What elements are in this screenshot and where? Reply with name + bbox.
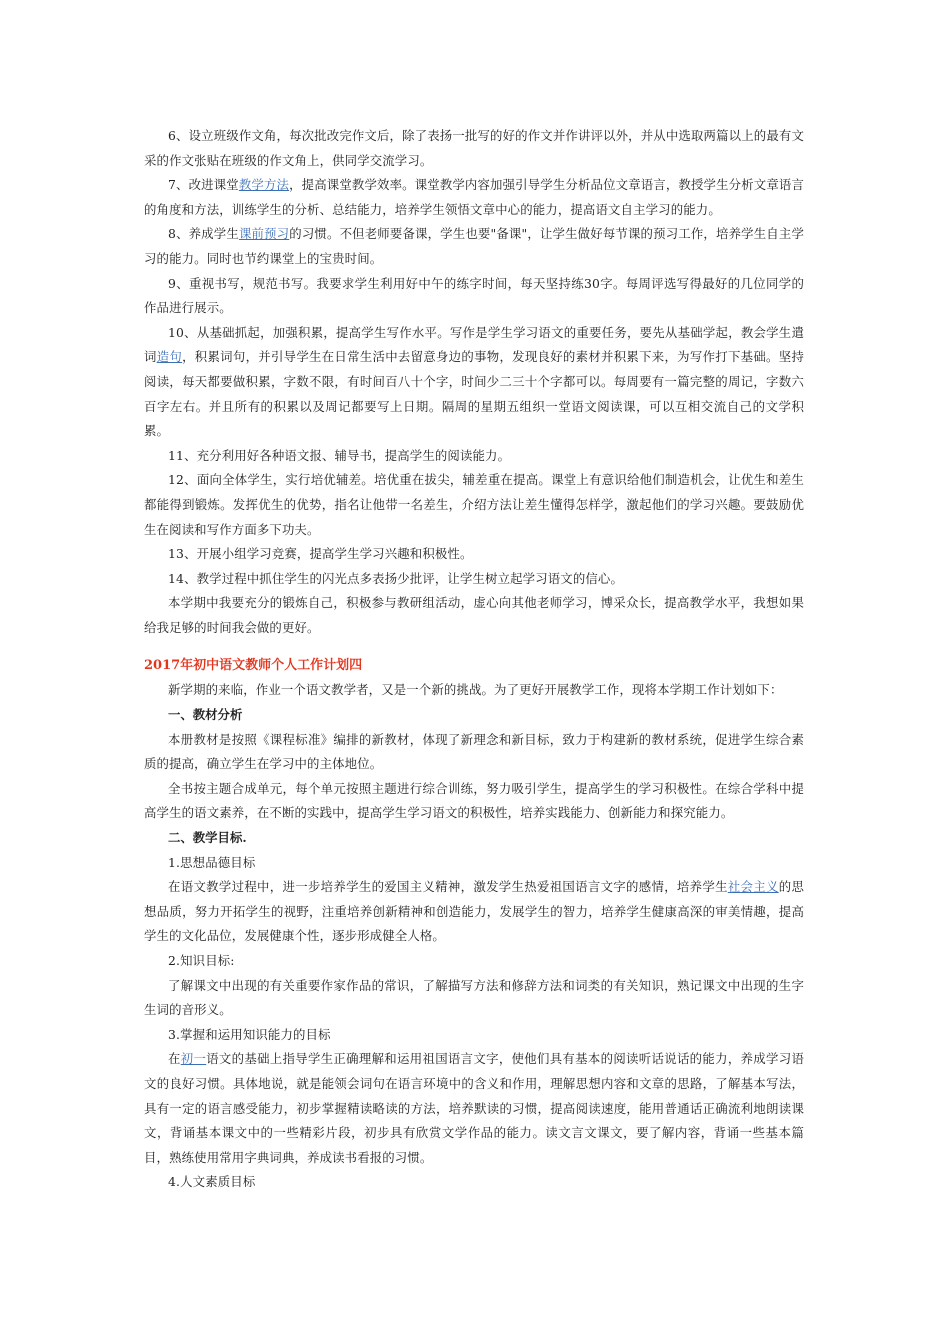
item-11-paragraph: 11、充分利用好各种语文报、辅导书，提高学生的阅读能力。: [168, 447, 511, 463]
item-9-paragraph: 9、重视书写，规范书写。我要求学生利用好中午的练字时间，每天坚持练30字。每周评选写得最好的几位同学的作品进行展示。: [144, 275, 804, 316]
item-7-text-before: 7、改进课堂: [168, 177, 239, 193]
sentence-making-link[interactable]: 造句: [156, 349, 183, 365]
goal-1-paragraph: [144, 875, 804, 949]
section-textbook-analysis-heading: 一、教材分析: [168, 707, 243, 723]
plan-intro-paragraph: 新学期的来临，作业一个语文教学者，又是一个新的挑战。为了更好开展教学工作，现将本学期工作计划如下：: [168, 682, 783, 698]
goal-3-title: 3.掌握和运用知识能力的目标: [168, 1026, 331, 1042]
item-7-paragraph: [144, 173, 804, 222]
item-8-text-after: 的习惯。不但老师要备课，学生也要"备课"，让学生做好每节课的预习工作，培养学生自主学习的能力。同时也节约课堂上的宝贵时间。: [144, 226, 804, 266]
item-13-paragraph: 13、开展小组学习竞赛，提高学生学习兴趣和积极性。: [168, 546, 473, 562]
goal-1-text-after: 的思想品质，努力开拓学生的视野，注重培养创新精神和创造能力，发展学生的智力，培养学生健康高深的审美情趣，提高学生的文化品位，发展健康个性，逐步形成健全人格。: [144, 879, 804, 944]
item-14-paragraph: 14、教学过程中抓住学生的闪光点多表扬少批评，让学生树立起学习语文的信心。: [168, 570, 623, 586]
socialism-link[interactable]: 社会主义: [727, 879, 779, 895]
goal-1-title: 1.思想品德目标: [168, 854, 256, 870]
document-page: [144, 124, 804, 1195]
goal-1-text-before: 在语文教学过程中，进一步培养学生的爱国主义精神，激发学生热爱祖国语言文字的感情，培养学生: [168, 879, 728, 895]
plan-four-title[interactable]: 2017年初中语文教师个人工作计划四: [144, 658, 363, 674]
preview-link[interactable]: 课前预习: [238, 226, 290, 242]
item-8-text-before: 8、养成学生: [168, 226, 239, 242]
item-7-text-after: ，提高课堂教学效率。课堂教学内容加强引导学生分析品位文章语言，教授学生分析文章语言的角度和方法，训练学生的分析、总结能力，培养学生领悟文章中心的能力，提高语文自主学习的能力。: [144, 177, 804, 217]
textbook-analysis-paragraph-1: 本册教材是按照《课程标准》编排的新教材，体现了新理念和新目标，致力于构建新的教材系统，促进学生综合素质的提高，确立学生在学习中的主体地位。: [144, 731, 804, 772]
goal-3-paragraph: [144, 1047, 804, 1170]
item-12-paragraph: 12、面向全体学生，实行培优辅差。培优重在拔尖，辅差重在提高。课堂上有意识给他们制造机会，让优生和差生都能得到锻炼。发挥优生的优势，指名让他带一名差生，介绍方法让差生懂得怎样学，激起他们的学习兴趣。要鼓励优生在阅读和写作方面多下功夫。: [144, 472, 804, 537]
goal-3-text-after: 语文的基础上指导学生正确理解和运用祖国语言文字，使他们具有基本的阅读听话说话的能力，养成学习语文的良好习惯。具体地说，就是能领会词句在语言环境中的含义和作用，理解思想内容和文章的思路，了解基本写法，具有一定的语言感受能力，初步掌握精读略读的方法，培养默读的习惯，提高阅读速度，能用普通话正确流利地朗读课文，背诵基本课文中的一些精彩片段，初步具有欣赏文学作品的能力。读文言文课文，要了解内容，背诵一些基本篇目，熟练使用常用字典词典，养成读书看报的习惯。: [144, 1051, 804, 1165]
item-6-paragraph: 6、设立班级作文角，每次批改完作文后，除了表扬一批写的好的作文并作讲评以外，并从中选取两篇以上的最有文采的作文张贴在班级的作文角上，供同学交流学习。: [144, 128, 804, 168]
item-10-paragraph: [144, 321, 804, 444]
goal-4-title: 4.人文素质目标: [168, 1174, 256, 1190]
item-8-paragraph: [144, 222, 804, 271]
goal-3-text-before: 在: [168, 1051, 181, 1067]
closing-paragraph: 本学期中我要充分的锻炼自己，积极参与教研组活动，虚心向其他老师学习，博采众长，提高教学水平，我想如果给我足够的时间我会做的更好。: [144, 595, 804, 635]
item-10-text-after: ，积累词句，并引导学生在日常生活中去留意身边的事物，发现良好的素材并积累下来，为写作打下基础。坚持阅读，每天都要做积累，字数不限，有时间百八十个字，时间少二三十个字都可以。每周要有一篇完整的周记，字数六百字左右。并且所有的积累以及周记都要写上日期。隔周的星期五组织一堂语文阅读课，可以互相交流自己的文学积累。: [144, 349, 804, 439]
textbook-analysis-paragraph-2: 全书按主题合成单元，每个单元按照主题进行综合训练，努力吸引学生，提高学生的学习积极性。在综合学科中提高学生的语文素养，在不断的实践中，提高学生学习语文的积极性，培养实践能力、创新能力和探究能力。: [144, 780, 804, 821]
goal-2-title: 2.知识目标:: [168, 953, 235, 968]
grade-one-link[interactable]: 初一: [180, 1051, 207, 1067]
goal-2-paragraph: 了解课文中出现的有关重要作家作品的常识，了解描写方法和修辞方法和词类的有关知识，熟记课文中出现的生字生词的音形义。: [144, 977, 804, 1018]
section-teaching-goals-heading: 二、教学目标.: [168, 830, 247, 846]
teaching-method-link[interactable]: 教学方法: [238, 177, 290, 193]
item-10-text-before: 10、从基础抓起，加强积累，提高学生写作水平。写作是学生学习语文的重要任务，要先从基础学起，教会学生遣词: [144, 324, 804, 365]
